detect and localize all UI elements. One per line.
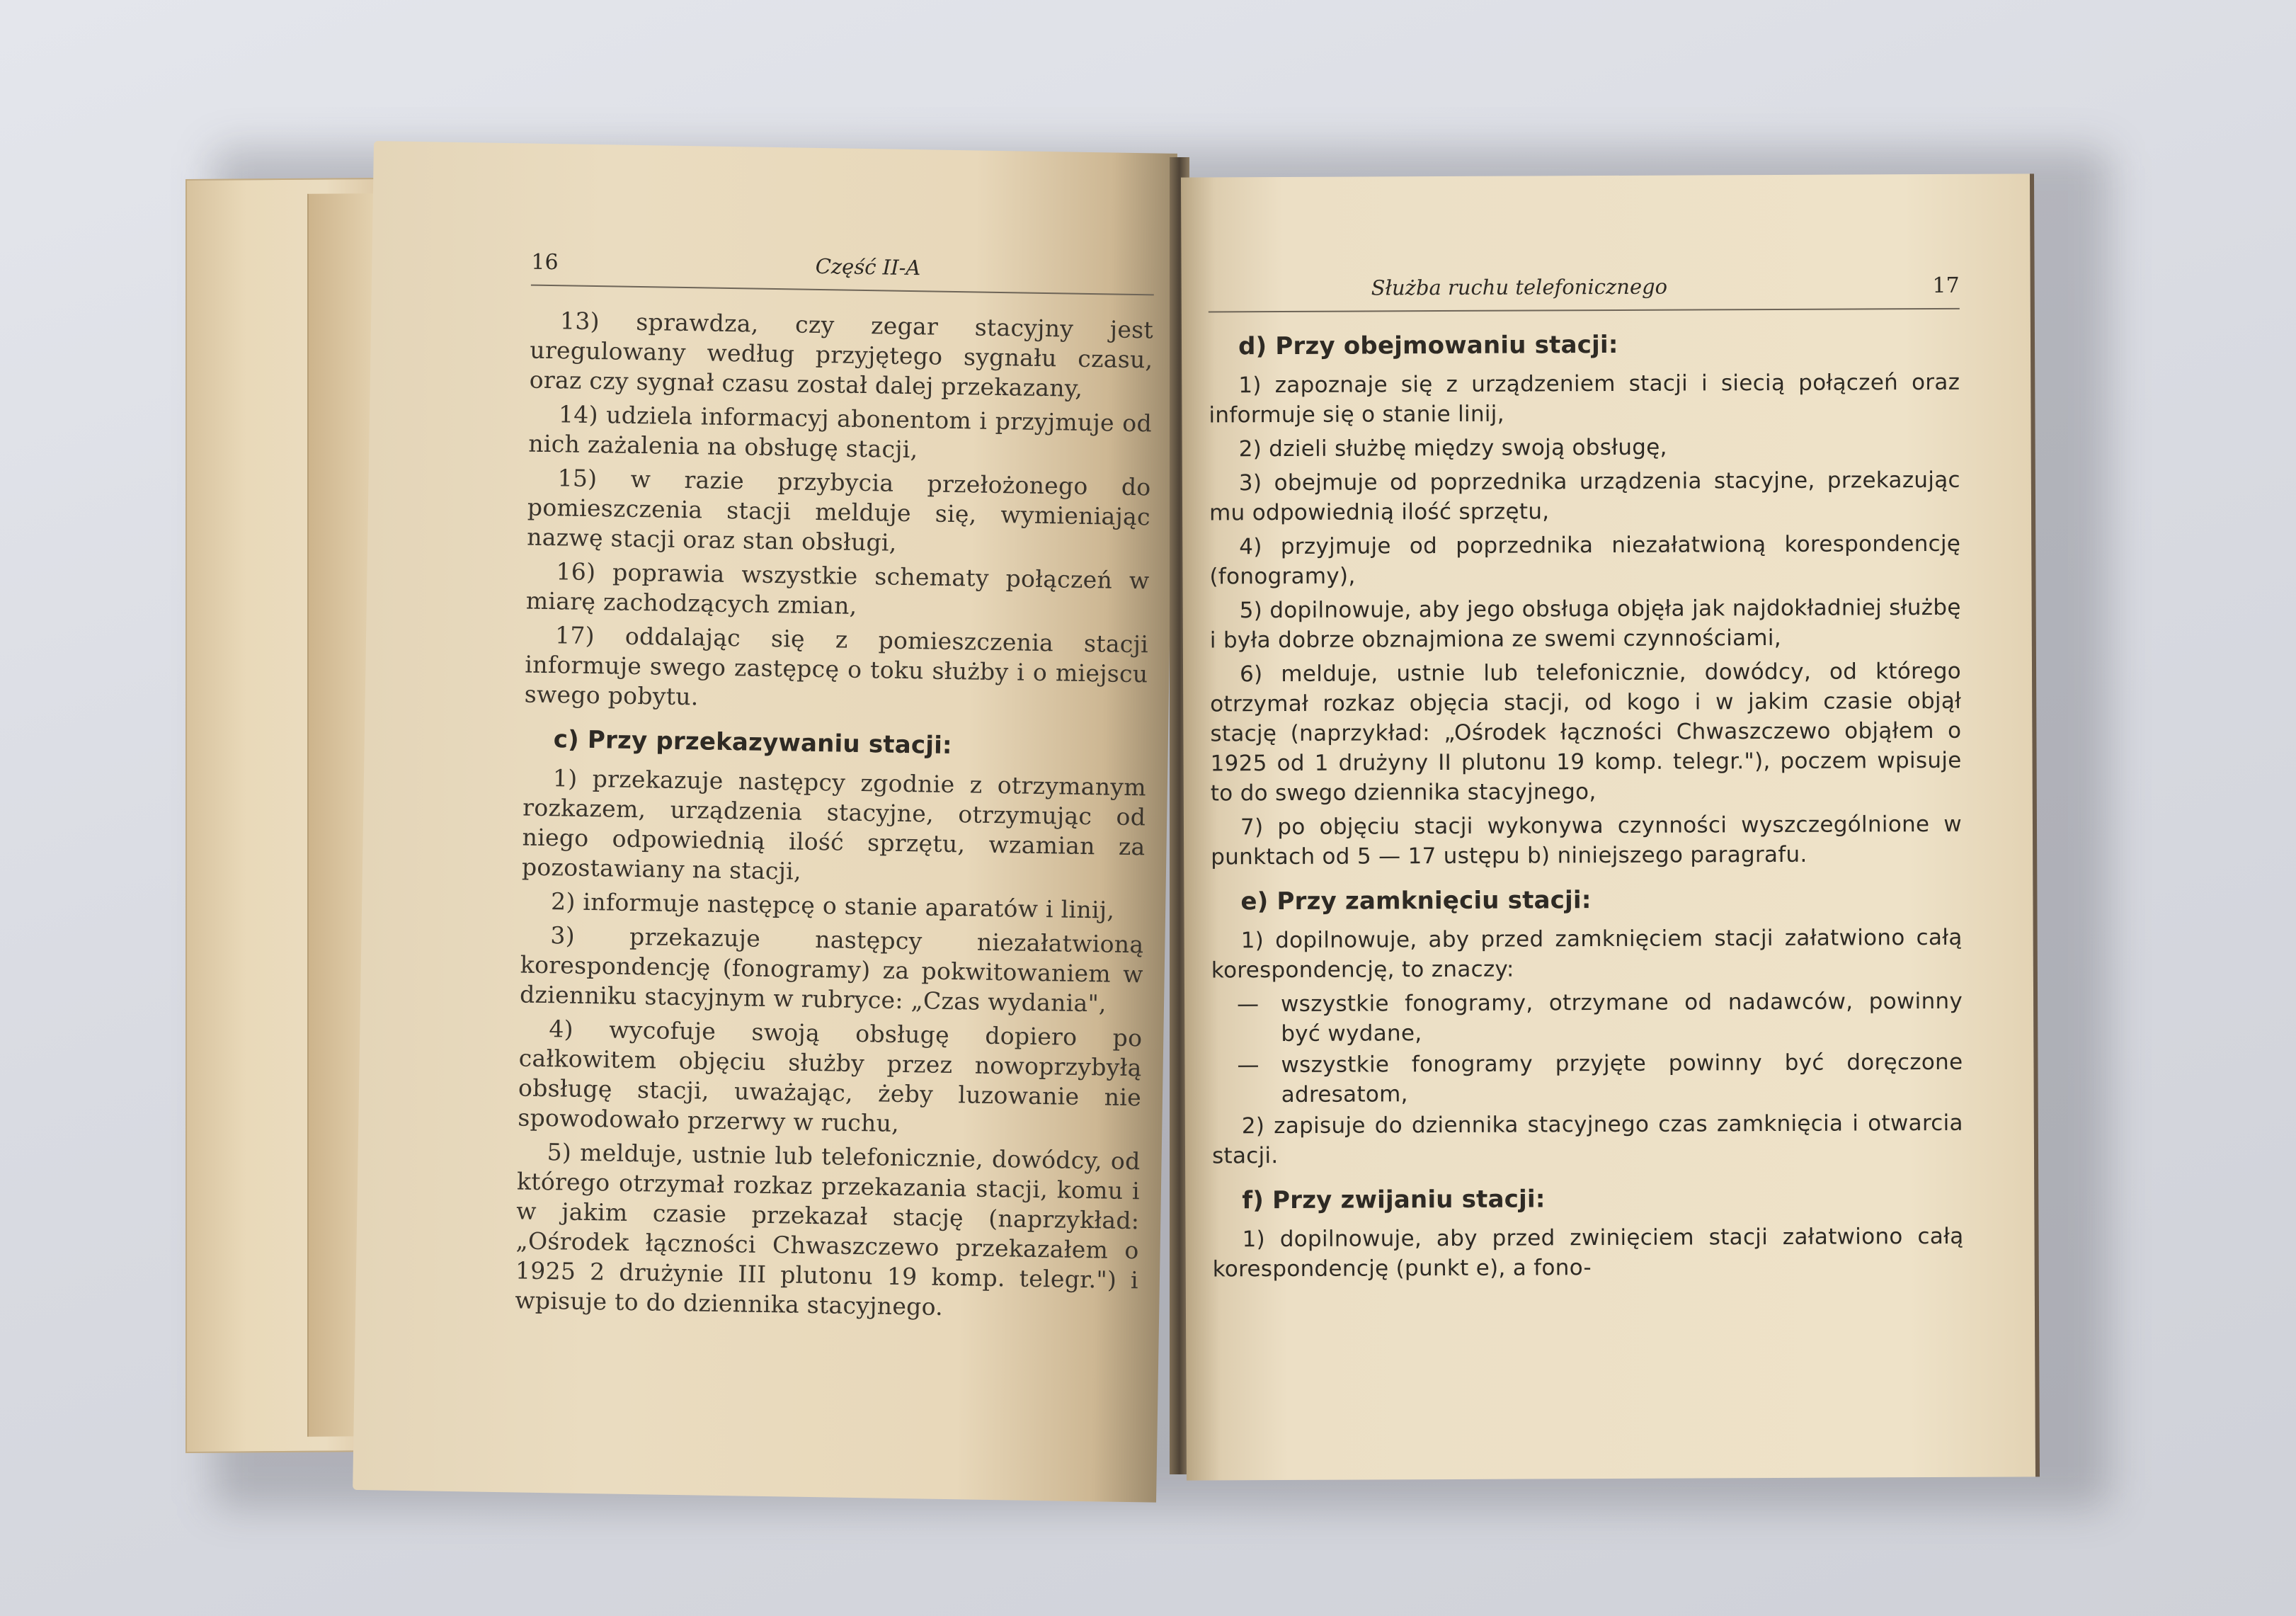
list-item: 3) przekazuje następcy niezałatwioną korespondencję (fonogramy) za pokwitowaniem w dzienniku stacyjnym w rubryce: „Czas wydania", [519, 921, 1144, 1018]
dash-item-text: wszystkie fonogramy przyjęte powinny być doręczone adresatom, [1281, 1049, 1963, 1108]
list-item: 1) dopilnowuje, aby przed zamknięciem stacji załatwiono całą korespondencję, to znaczy: [1211, 924, 1963, 984]
list-item: 16) poprawia wszystkie schematy połączeń w miarę zachodzących zmian, [525, 557, 1150, 620]
list-item: 1) zapoznaje się z urządzeniem stacji i siecią połączeń oraz informuje się o stanie linij, [1209, 369, 1960, 428]
list-item: 17) oddalając się z pomieszczenia stacji informuje swego zastępcę o toku służby i o miejscu swego pobytu. [524, 621, 1149, 711]
list-item: 3) obejmuje od poprzednika urządzenia stacyjne, przekazując mu odpowiednią ilość sprzętu, [1209, 467, 1960, 526]
list-item: 5) melduje, ustnie lub telefonicznie, dowódcy, od którego otrzymał rozkaz przekazania stacji, komu i w jakim czasie przekazał stację (naprzykład: „Ośrodek łączności Chwaszczewo przekazałem o 1925 2 drużynie III plutonu 19 komp. telegr.") i wpisuje to do dziennika stacyjnego. [515, 1138, 1141, 1321]
list-item: 7) po objęciu stacji wykonywa czynności wyszczególnione w punktach od 5 — 17 ustępu b) niniejszego paragrafu. [1211, 811, 1963, 870]
list-item: 6) melduje, ustnie lub telefonicznie, dowódcy, od którego otrzymał rozkaz objęcia stacji, od kogo i w jakim czasie objął stację (naprzykład: „Ośrodek łączności Chwaszczewo objąłem o 1925 od 1 drużyny II plutonu 19 komp. telegr."), poczem wpisuje to do swego dziennika stacyjnego, [1210, 658, 1962, 807]
right-running-head [1209, 273, 1960, 313]
list-item: 1) dopilnowuje, aby przed zwinięciem stacji załatwiono całą korespondencję (punkt e), a fono- [1212, 1223, 1964, 1282]
dash-marker: — [1237, 991, 1260, 1018]
left-running-head [531, 250, 1155, 296]
left-page [353, 141, 1177, 1503]
list-item: 2) dzieli służbę między swoją obsługę, [1238, 434, 1667, 462]
section-heading-c: c) Przy przekazywaniu stacji: [553, 725, 953, 761]
right-running-title: Służba ruchu telefonicznego [1371, 274, 1668, 300]
dash-item-text: wszystkie fonogramy, otrzymane od nadawców, powinny być wydane, [1281, 988, 1963, 1047]
section-heading-e: e) Przy zamknięciu stacji: [1240, 886, 1592, 916]
list-item: 2) zapisuje do dziennika stacyjnego czas zamknięcia i otwarcia stacji. [1211, 1110, 1963, 1169]
left-page-number: 16 [531, 249, 559, 275]
dash-list-item [1237, 1047, 1963, 1110]
list-item: 13) sprawdza, czy zegar stacyjny jest uregulowany według przyjętego sygnału czasu, oraz czy sygnał czasu został dalej przekazany, [529, 307, 1154, 402]
list-item: 1) przekazuje następcy zgodnie z otrzymanym rozkazem, urządzenia stacyjne, otrzymując od niego odpowiednią ilość sprzętu, wzamian za pozostawiany na stacji, [521, 764, 1147, 885]
list-item: 14) udziela informacyj abonentom i przyjmuje od nich zażalenia na obsługę stacji, [528, 400, 1153, 464]
dash-list-item [1237, 986, 1963, 1049]
dash-marker: — [1237, 1052, 1260, 1079]
left-running-title: Część II-A [815, 254, 921, 280]
right-page-number: 17 [1932, 273, 1960, 299]
section-heading-f: f) Przy zwijaniu stacji: [1242, 1185, 1546, 1215]
list-item: 15) w razie przybycia przełożonego do pomieszczenia stacji melduje się, wymieniając nazwę stacji oraz stan obsługi, [527, 464, 1151, 557]
right-page [1181, 173, 2040, 1480]
list-item: 4) przyjmuje od poprzednika niezałatwioną korespondencję (fonogramy), [1209, 530, 1961, 590]
section-heading-d: d) Przy obejmowaniu stacji: [1238, 330, 1618, 361]
list-item: 2) informuje następcę o stanie aparatów i linij, [550, 887, 1115, 924]
list-item: 5) dopilnowuje, aby jego obsługa objęła jak najdokładniej służbę i była dobrze obznajmiona ze swemi czynnościami, [1209, 594, 1961, 654]
list-item: 4) wycofuje swoją obsługę dopiero po całkowitem objęciu służby przez nowoprzybyłą obsługę stacji, uważając, żeby luzowanie nie spowodowało przerwy w ruchu, [518, 1015, 1143, 1137]
